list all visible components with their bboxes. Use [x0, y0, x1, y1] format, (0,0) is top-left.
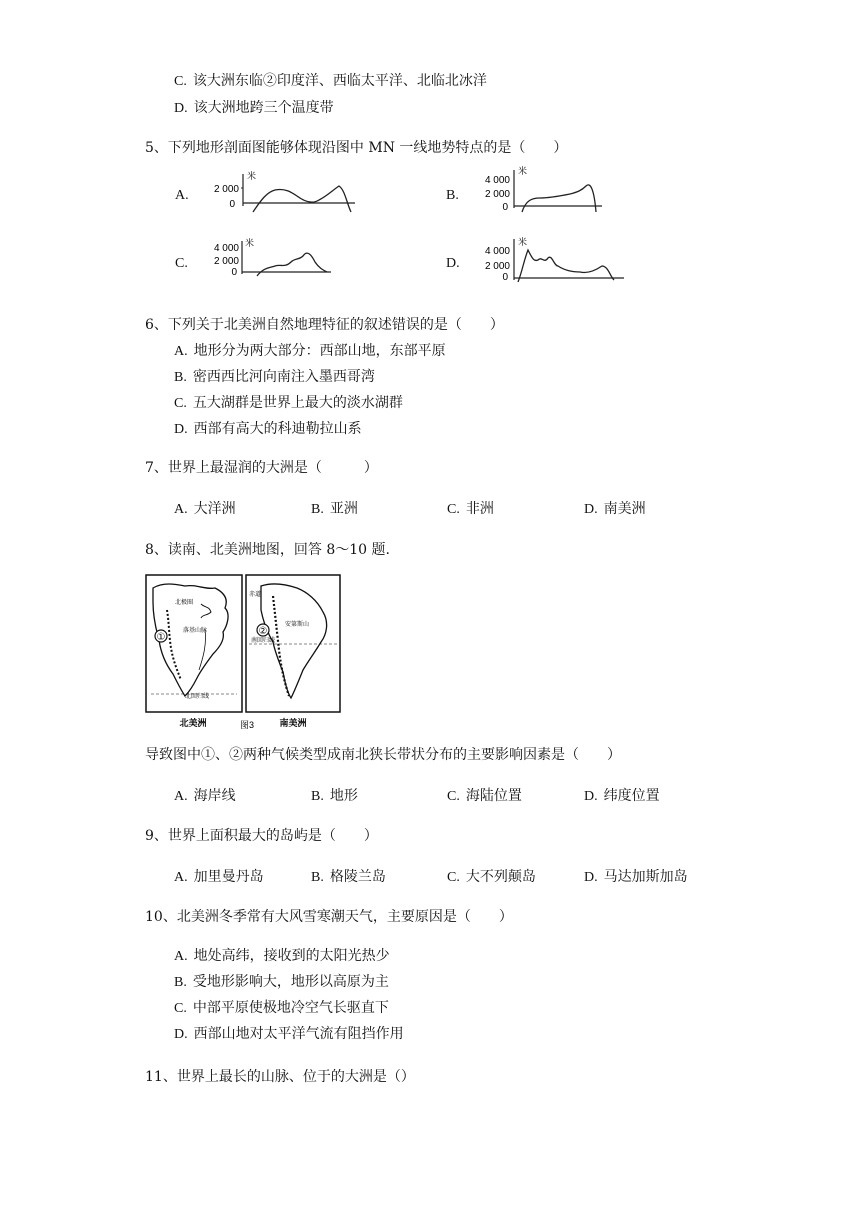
q5-c-tick-2000: 2 000: [213, 256, 239, 267]
q5-b-tick-2000: 2 000: [484, 189, 510, 200]
q9-option-d: D. 马达加斯加岛: [584, 869, 688, 885]
na-label-small: 北极圈: [175, 600, 194, 606]
q9-option-b: B. 格陵兰岛: [311, 869, 386, 885]
q5-a-unit: 米: [247, 171, 257, 181]
q10-option-a: A. 地处高纬，接收到的太阳光热少: [174, 948, 390, 964]
q7-option-b: B. 亚洲: [311, 501, 358, 517]
q6-option-b: B. 密西西比河向南注入墨西哥湾: [174, 369, 375, 385]
q5-profile-a: [205, 170, 360, 216]
q7-option-a: A. 大洋洲: [174, 501, 236, 517]
q5-d-tick-4000: 4 000: [484, 246, 510, 257]
figure-label: 图3: [239, 720, 255, 730]
q6-option-d: D. 西部有高大的科迪勒拉山系: [174, 421, 362, 437]
q5-stem: 5、下列地形剖面图能够体现沿图中 MN 一线地势特点的是（ ）: [145, 140, 568, 156]
q8-option-a: A. 海岸线: [174, 788, 236, 804]
q8-option-b: B. 地形: [311, 788, 358, 804]
q5-profile-b: [478, 166, 608, 216]
q9-stem: 9、世界上面积最大的岛屿是（ ）: [145, 828, 378, 844]
q5-option-d-letter: D.: [446, 256, 460, 271]
americas-map: [145, 574, 341, 734]
q8-option-d: D. 纬度位置: [584, 788, 660, 804]
q10-stem: 10、北美洲冬季常有大风雪寒潮天气，主要原因是（ ）: [145, 909, 513, 925]
q4-option-c: C. 该大洲东临②印度洋、西临太平洋、北临北冰洋: [174, 73, 487, 89]
q5-d-tick-0: 0: [502, 272, 508, 283]
na-label-small2: 落基山脉: [183, 628, 208, 634]
q5-profile-c: [205, 238, 335, 280]
q10-option-b: B. 受地形影响大，地形以高原为主: [174, 974, 389, 990]
q5-c-tick-0: 0: [231, 267, 237, 278]
south-america-caption: 南美洲: [279, 718, 307, 728]
q5-c-unit: 米: [245, 238, 255, 248]
q5-option-a-letter: A.: [175, 188, 189, 203]
q10-option-c: C. 中部平原使极地冷空气长驱直下: [174, 1000, 389, 1016]
q9-option-c: C. 大不列颠岛: [447, 869, 536, 885]
marker-1: ①: [156, 632, 166, 643]
sa-label-andes: 安第斯山: [285, 622, 310, 628]
q5-d-unit: 米: [518, 237, 528, 247]
q4-option-d: D. 该大洲地跨三个温度带: [174, 100, 334, 116]
q5-b-tick-4000: 4 000: [484, 175, 510, 186]
q6-option-c: C. 五大湖群是世界上最大的淡水湖群: [174, 395, 403, 411]
q10-option-d: D. 西部山地对太平洋气流有阻挡作用: [174, 1026, 404, 1042]
q9-option-a: A. 加里曼丹岛: [174, 869, 264, 885]
sa-label-tropic: 南回归线: [251, 638, 276, 644]
q5-a-tick-2000: 2 000: [213, 184, 239, 195]
q6-option-a: A. 地形分为两大部分：西部山地，东部平原: [174, 343, 446, 359]
q5-option-b-letter: B.: [446, 188, 459, 203]
north-america-caption: 北美洲: [179, 718, 207, 728]
sa-label-equator: 赤道: [249, 592, 262, 598]
q8-option-c: C. 海陆位置: [447, 788, 522, 804]
na-label-tropic: 北回归线: [185, 694, 210, 700]
q5-option-c-letter: C.: [175, 256, 188, 271]
q5-profile-d: [478, 236, 628, 286]
q7-stem: 7、世界上最湿润的大洲是（ ）: [145, 460, 378, 476]
q11-stem: 11、世界上最长的山脉、位于的大洲是（）: [145, 1069, 415, 1085]
q5-d-tick-2000: 2 000: [484, 261, 510, 272]
q8-question: 导致图中①、②两种气候类型成南北狭长带状分布的主要影响因素是（ ）: [145, 747, 621, 763]
q5-b-unit: 米: [518, 166, 528, 176]
q5-b-tick-0: 0: [502, 202, 508, 213]
q8-stem: 8、读南、北美洲地图，回答 8～10 题.: [145, 542, 390, 558]
q5-a-tick-0: 0: [229, 199, 235, 210]
q7-option-d: D. 南美洲: [584, 501, 646, 517]
q6-stem: 6、下列关于北美洲自然地理特征的叙述错误的是（ ）: [145, 317, 504, 333]
q5-c-tick-4000: 4 000: [213, 243, 239, 254]
q7-option-c: C. 非洲: [447, 501, 494, 517]
marker-2: ②: [258, 626, 268, 637]
